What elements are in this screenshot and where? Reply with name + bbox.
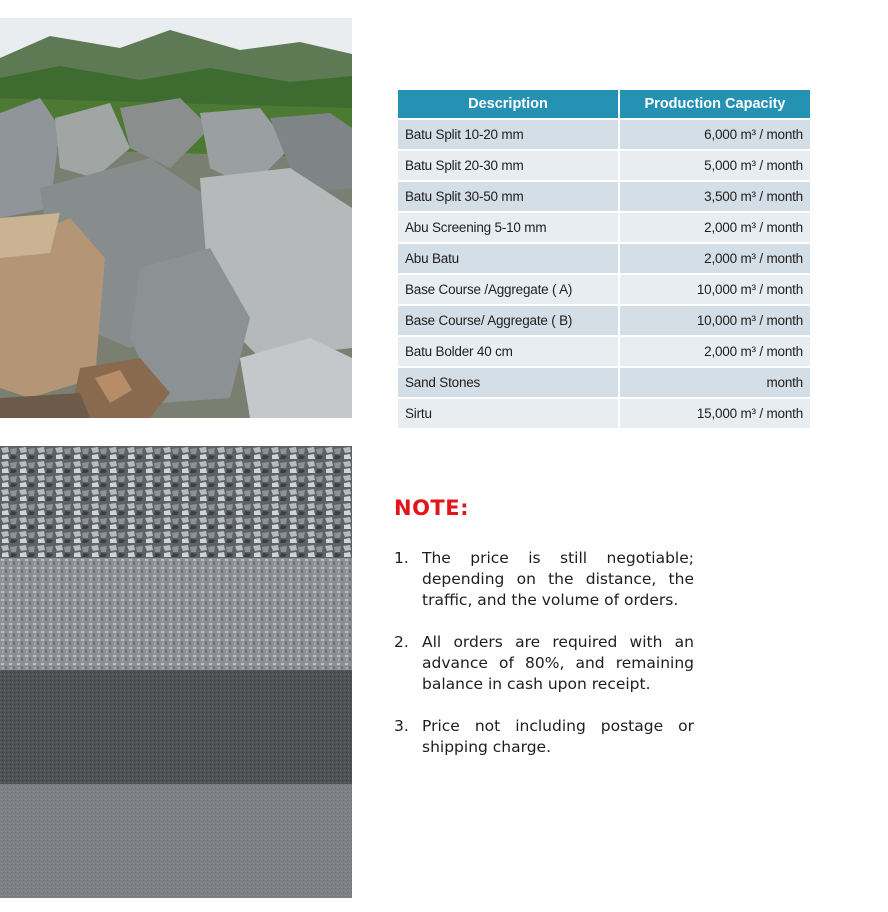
table-row (398, 244, 810, 273)
row-description: Abu Screening 5-10 mm (398, 213, 618, 242)
boulders-photo (0, 18, 352, 418)
row-description: Batu Split 10-20 mm (398, 120, 618, 149)
note-text: Price not including postage or shipping charge. (422, 717, 694, 756)
row-capacity: month (620, 368, 810, 397)
note-number: 1. (394, 549, 409, 567)
aggregates-photo (0, 446, 352, 898)
table-header-row (398, 90, 810, 118)
row-capacity: 3,500 m³ / month (620, 182, 810, 211)
table-row (398, 151, 810, 180)
note-heading: NOTE: (394, 496, 469, 520)
row-description: Base Course /Aggregate ( A) (398, 275, 618, 304)
row-capacity: 10,000 m³ / month (620, 306, 810, 335)
row-capacity: 2,000 m³ / month (620, 244, 810, 273)
row-capacity: 2,000 m³ / month (620, 213, 810, 242)
row-description: Batu Split 20-30 mm (398, 151, 618, 180)
row-capacity: 6,000 m³ / month (620, 120, 810, 149)
table-row (398, 368, 810, 397)
table-row (398, 182, 810, 211)
column-header-description: Description (398, 90, 618, 118)
table-row (398, 120, 810, 149)
table-row (398, 213, 810, 242)
row-description: Abu Batu (398, 244, 618, 273)
note-number: 2. (394, 633, 409, 651)
note-item (394, 716, 694, 758)
note-item (394, 548, 694, 611)
table-row (398, 337, 810, 366)
row-description: Base Course/ Aggregate ( B) (398, 306, 618, 335)
row-description: Batu Bolder 40 cm (398, 337, 618, 366)
row-capacity: 15,000 m³ / month (620, 399, 810, 428)
row-description: Sirtu (398, 399, 618, 428)
note-text: The price is still negotiable; depending on the distance, the traffic, and the volume of orders. (422, 549, 694, 609)
row-description: Batu Split 30-50 mm (398, 182, 618, 211)
column-header-capacity: Production Capacity (620, 90, 810, 118)
note-list (394, 548, 694, 779)
row-description: Sand Stones (398, 368, 618, 397)
row-capacity: 2,000 m³ / month (620, 337, 810, 366)
note-number: 3. (394, 717, 409, 735)
table-row (398, 275, 810, 304)
note-text: All orders are required with an advance of 80%, and remaining balance in cash upon receipt. (422, 633, 694, 693)
note-item (394, 632, 694, 695)
table-row (398, 306, 810, 335)
row-capacity: 10,000 m³ / month (620, 275, 810, 304)
table-row (398, 399, 810, 428)
row-capacity: 5,000 m³ / month (620, 151, 810, 180)
production-capacity-table (396, 88, 812, 430)
